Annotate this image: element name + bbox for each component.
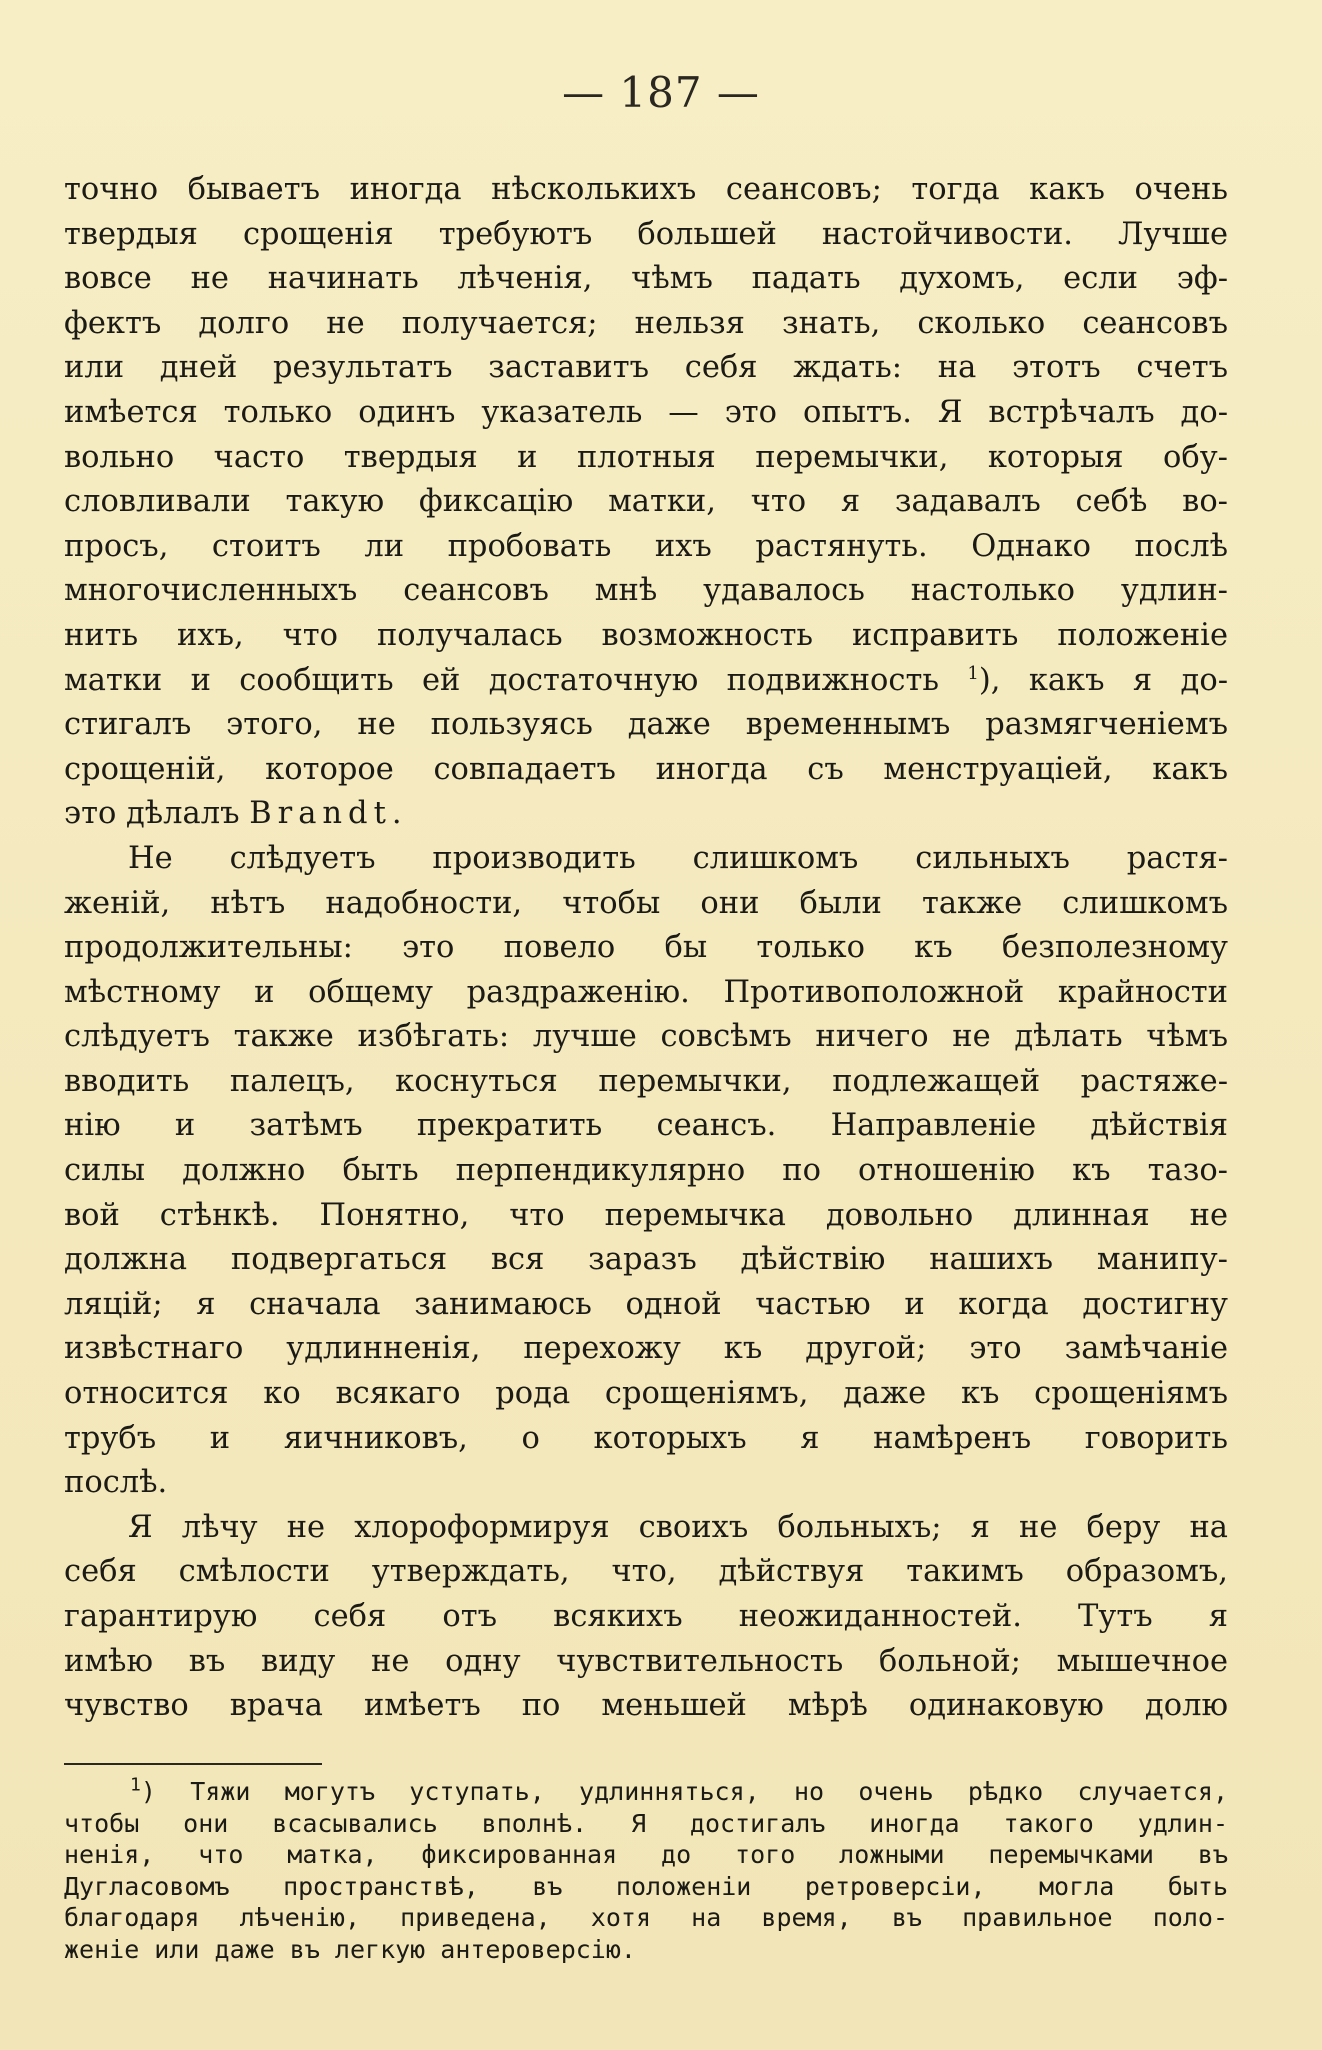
author-name: Brandt [249, 796, 392, 832]
text-line: продолжительны: это повело бы только къ безполезному [64, 930, 1228, 966]
footnote-line [64, 1776, 1228, 1808]
text-span: . [391, 796, 402, 832]
text-line [64, 792, 1228, 837]
footnote-line: благодаря лѣченію, приведена, хотя на время, въ правильное поло- [64, 1903, 1228, 1933]
footnote-line: женіе или даже въ легкую антероверсію. [64, 1934, 636, 1964]
text-line: извѣстнаго удлинненія, перехожу къ другой; это замѣчаніе [64, 1331, 1228, 1367]
text-line: женій, нѣтъ надобности, чтобы они были также слишкомъ [64, 885, 1228, 921]
text-line: словливали такую фиксацію матки, что я задавалъ себѣ во- [64, 484, 1228, 520]
text-line: гарантирую себя отъ всякихъ неожиданностей. Тутъ я [64, 1599, 1228, 1634]
text-line: срощеній, которое совпадаетъ иногда съ менструаціей, какъ [64, 751, 1228, 787]
footnote-line: ненія, что матка, фиксированная до того ложными перемычками въ [64, 1840, 1228, 1870]
text-line: нить ихъ, что получалась возможность исправить положеніе [64, 617, 1228, 653]
text-line: послѣ. [64, 1465, 168, 1501]
text-line: относится ко всякаго рода срощеніямъ, даже къ срощеніямъ [64, 1376, 1228, 1412]
text-line: себя смѣлости утверждать, что, дѣйствуя такимъ образомъ, [64, 1554, 1228, 1590]
text-line: силы должно быть перпендикулярно по отношенію къ тазо- [64, 1153, 1228, 1189]
text-line: мѣстному и общему раздраженію. Противоположной крайности [64, 974, 1228, 1010]
text-line: вой стѣнкѣ. Понятно, что перемычка довольно длинная не [64, 1197, 1228, 1233]
text-line: трубъ и яичниковъ, о которыхъ я намѣренъ говорить [64, 1420, 1228, 1456]
text-span: ), какъ я до- [978, 662, 1228, 698]
text-span: матки и сообщить ей достаточную подвижность [64, 662, 939, 698]
text-line: точно бываетъ иногда нѣсколькихъ сеансовъ; тогда какъ очень [64, 172, 1228, 207]
text-line: должна подвергаться вся заразъ дѣйствію нашихъ манипу- [64, 1242, 1228, 1278]
text-line: чувство врача имѣетъ по меньшей мѣрѣ одинаковую долю [64, 1688, 1228, 1724]
text-line: имѣется только одинъ указатель — это опытъ. Я встрѣчалъ до- [64, 394, 1228, 430]
footnote-mark: 1 [130, 1774, 141, 1796]
text-line: слѣдуетъ также избѣгать: лучше совсѣмъ ничего не дѣлать чѣмъ [64, 1019, 1228, 1055]
text-line-with-footnote-ref [64, 659, 1228, 704]
text-line: вольно часто твердыя и плотныя перемычки, которыя обу- [64, 439, 1228, 475]
footnote-divider [64, 1763, 322, 1765]
text-line: вовсе не начинать лѣченія, чѣмъ падать духомъ, если эф- [64, 261, 1228, 297]
text-line: Я лѣчу не хлороформируя своихъ больныхъ; я не беру на [128, 1509, 1228, 1545]
footnote [64, 1776, 1228, 1966]
footnote-reference: 1 [967, 662, 979, 684]
footnote-line: Дугласовомъ пространствѣ, въ положеніи ретроверсіи, могла быть [64, 1871, 1228, 1901]
text-span: ) Тяжи могутъ уступать, удлинняться, но очень рѣдко случается, [140, 1777, 1228, 1806]
text-line: фектъ долго не получается; нельзя знать, сколько сеансовъ [64, 305, 1228, 341]
text-line: Не слѣдуетъ производить слишкомъ сильныхъ растя- [128, 840, 1228, 876]
text-line: твердыя срощенія требуютъ большей настойчивости. Лучше [64, 216, 1228, 252]
text-span: это дѣлалъ [64, 796, 240, 832]
text-line: вводить палецъ, коснуться перемычки, подлежащей растяже- [64, 1063, 1228, 1099]
text-line: многочисленныхъ сеансовъ мнѣ удавалось настолько удлин- [64, 573, 1228, 609]
text-line: стигалъ этого, не пользуясь даже временнымъ размягченіемъ [64, 707, 1228, 743]
page-number: — 187 — [562, 68, 760, 117]
footnote-line: чтобы они всасывались вполнѣ. Я достигалъ иногда такого удлин- [64, 1808, 1228, 1838]
text-line: просъ, стоитъ ли пробовать ихъ растянуть. Однако послѣ [64, 528, 1228, 564]
text-line: нію и затѣмъ прекратить сеансъ. Направленіе дѣйствія [64, 1108, 1228, 1144]
text-line: имѣю въ виду не одну чувствительность больной; мышечное [64, 1643, 1228, 1679]
text-line: ляцій; я сначала занимаюсь одной частью и когда достигну [64, 1286, 1228, 1322]
text-line: или дней результатъ заставитъ себя ждать: на этотъ счетъ [64, 350, 1228, 386]
main-text [64, 168, 1228, 1729]
